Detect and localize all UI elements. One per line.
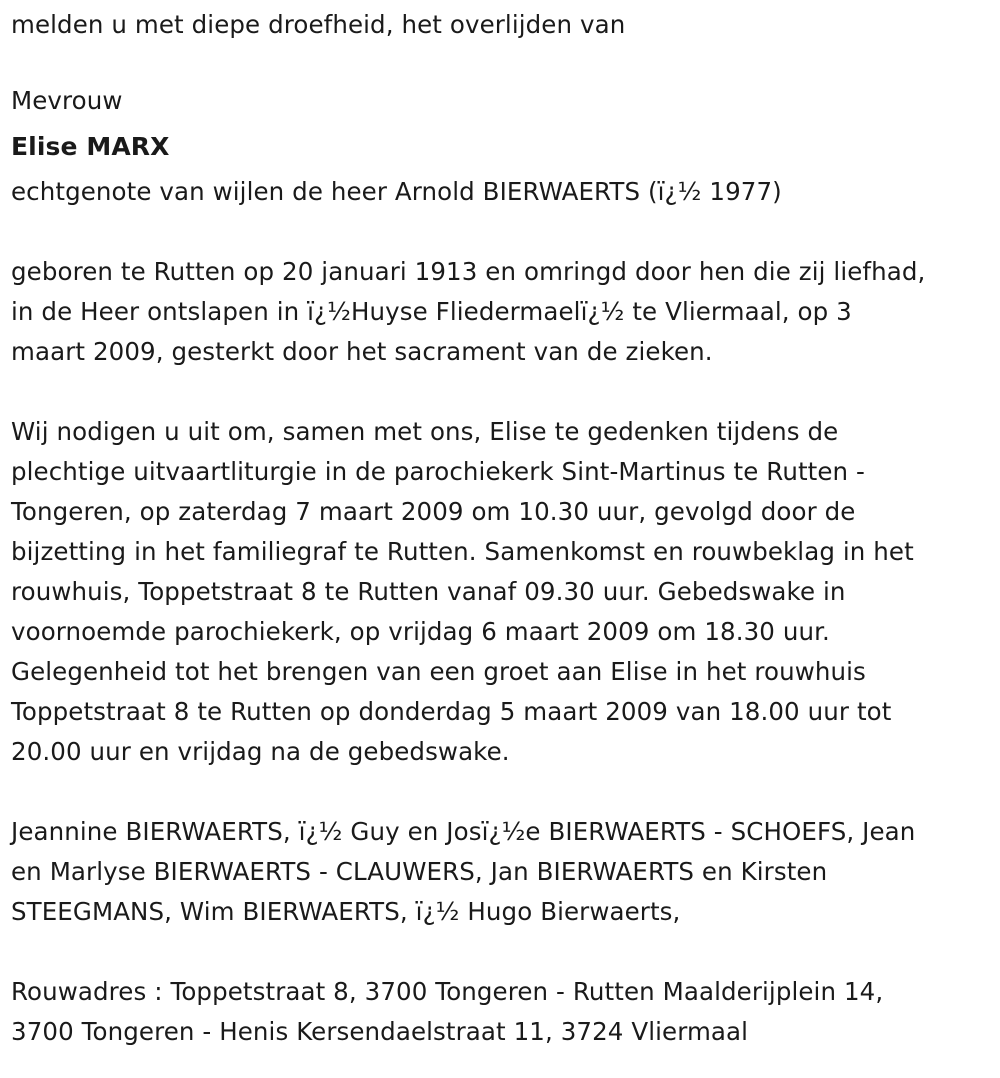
paragraph-line: Jeannine BIERWAERTS, ï¿½ Guy en Josï¿½e BIERWAERTS - SCHOEFS, Jean: [11, 817, 916, 846]
spacer: [11, 932, 996, 972]
spacer: [11, 212, 996, 252]
paragraph-line: Tongeren, op zaterdag 7 maart 2009 om 10.30 uur, gevolgd door de: [11, 497, 856, 526]
paragraph-line: 3700 Tongeren - Henis Kersendaelstraat 11, 3724 Vliermaal: [11, 1017, 749, 1046]
paragraph-line: voornoemde parochiekerk, op vrijdag 6 maart 2009 om 18.30 uur.: [11, 617, 830, 646]
paragraph-line: maart 2009, gesterkt door het sacrament van de zieken.: [11, 337, 713, 366]
birth-paragraph: [11, 252, 996, 372]
spacer: [11, 372, 996, 412]
paragraph-line: 20.00 uur en vrijdag na de gebedswake.: [11, 737, 510, 766]
paragraph-line: rouwhuis, Toppetstraat 8 te Rutten vanaf 09.30 uur. Gebedswake in: [11, 577, 846, 606]
spacer: [11, 772, 996, 812]
paragraph-line: Wij nodigen u uit om, samen met ons, Elise te gedenken tijdens de: [11, 417, 839, 446]
obituary-document: [11, 0, 996, 1052]
paragraph-line: Toppetstraat 8 te Rutten op donderdag 5 maart 2009 van 18.00 uur tot: [11, 697, 892, 726]
ceremony-paragraph: [11, 412, 996, 772]
spacer: [11, 50, 996, 80]
title-line: Mevrouw: [11, 86, 123, 115]
paragraph-line: in de Heer ontslapen in ï¿½Huyse Fliedermaelï¿½ te Vliermaal, op 3: [11, 297, 852, 326]
spouse-line: echtgenote van wijlen de heer Arnold BIERWAERTS (ï¿½ 1977): [11, 177, 782, 206]
paragraph-line: plechtige uitvaartliturgie in de parochiekerk Sint-Martinus te Rutten -: [11, 457, 865, 486]
intro-line: melden u met diepe droefheid, het overlijden van: [11, 10, 626, 39]
family-paragraph: [11, 812, 996, 932]
paragraph-line: geboren te Rutten op 20 januari 1913 en omringd door hen die zij liefhad,: [11, 257, 926, 286]
paragraph-line: STEEGMANS, Wim BIERWAERTS, ï¿½ Hugo Bierwaerts,: [11, 897, 681, 926]
paragraph-line: Gelegenheid tot het brengen van een groet aan Elise in het rouwhuis: [11, 657, 866, 686]
address-paragraph: [11, 972, 996, 1052]
paragraph-line: Rouwadres : Toppetstraat 8, 3700 Tongeren - Rutten Maalderijplein 14,: [11, 977, 884, 1006]
paragraph-line: bijzetting in het familiegraf te Rutten. Samenkomst en rouwbeklag in het: [11, 537, 914, 566]
deceased-name: Elise MARX: [11, 132, 170, 161]
paragraph-line: en Marlyse BIERWAERTS - CLAUWERS, Jan BIERWAERTS en Kirsten: [11, 857, 828, 886]
